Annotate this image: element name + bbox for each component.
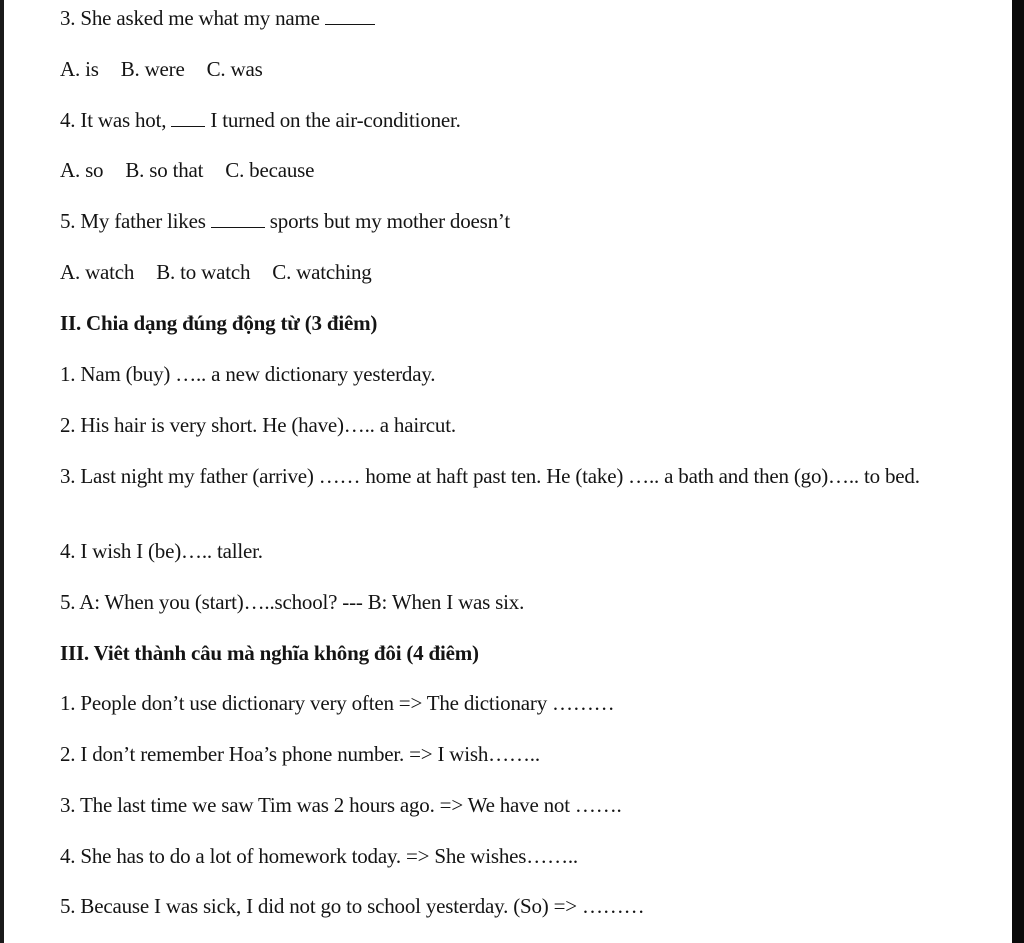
section-ii-item-5: 5. A: When you (start)…..school? --- B: When I was six. bbox=[60, 590, 525, 614]
answer-blank bbox=[211, 209, 265, 228]
worksheet-page bbox=[4, 0, 1012, 943]
section-iii-item-4: 4. She has to do a lot of homework today. => She wishes…….. bbox=[60, 844, 578, 868]
section-ii-item-2: 2. His hair is very short. He (have)….. a haircut. bbox=[60, 413, 456, 437]
option-b: B. to watch bbox=[156, 260, 251, 284]
mc-options-4 bbox=[60, 158, 336, 182]
section-ii-item-1: 1. Nam (buy) ….. a new dictionary yesterday. bbox=[60, 362, 436, 386]
section-iii-heading: III. Viêt thành câu mà nghĩa không đôi (4 điêm) bbox=[60, 641, 479, 665]
option-c: C. was bbox=[206, 57, 263, 81]
option-c: C. because bbox=[225, 158, 315, 182]
mc-options-5 bbox=[60, 260, 394, 284]
section-ii-item-3: 3. Last night my father (arrive) …… home at haft past ten. He (take) ….. a bath and then (go)….. to bed. bbox=[60, 464, 920, 488]
option-a: A. is bbox=[60, 57, 99, 81]
section-iii-item-5: 5. Because I was sick, I did not go to school yesterday. (So) => ……… bbox=[60, 894, 645, 918]
option-c: C. watching bbox=[272, 260, 372, 284]
option-a: A. so bbox=[60, 158, 104, 182]
section-iii-item-2: 2. I don’t remember Hoa’s phone number. => I wish…….. bbox=[60, 742, 540, 766]
option-b: B. were bbox=[120, 57, 185, 81]
section-iii-item-1: 1. People don’t use dictionary very often => The dictionary ……… bbox=[60, 691, 615, 715]
right-page-edge bbox=[1012, 0, 1024, 943]
mc-options-3 bbox=[60, 57, 285, 81]
mc-question-4: 4. It was hot, I turned on the air-conditioner. bbox=[60, 108, 461, 132]
section-iii-item-3: 3. The last time we saw Tim was 2 hours ago. => We have not ……. bbox=[60, 793, 622, 817]
option-b: B. so that bbox=[125, 158, 204, 182]
section-ii-item-4: 4. I wish I (be)….. taller. bbox=[60, 539, 263, 563]
mc-question-5: 5. My father likes sports but my mother doesn’t bbox=[60, 209, 510, 233]
section-ii-heading: II. Chia dạng đúng động từ (3 điêm) bbox=[60, 311, 378, 335]
option-a: A. watch bbox=[60, 260, 135, 284]
answer-blank bbox=[171, 108, 205, 127]
mc-question-3: 3. She asked me what my name bbox=[60, 6, 375, 30]
answer-blank bbox=[325, 6, 375, 25]
